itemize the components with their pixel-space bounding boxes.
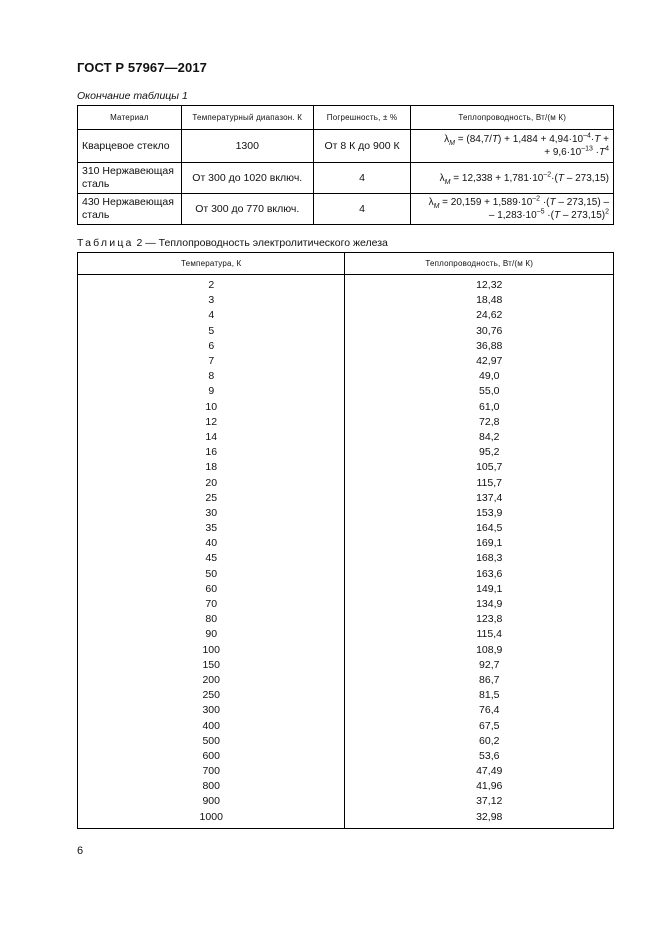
table-row [78,163,614,194]
table-row [78,194,614,225]
table-row [78,130,614,163]
temperature-cell: 40 [78,536,345,551]
conductivity-cell: 12,32 [345,275,614,294]
conductivity-cell: 36,88 [345,339,614,354]
temperature-cell: 10 [78,400,345,415]
temperature-cell: 70 [78,597,345,612]
temperature-cell: 20 [78,475,345,490]
conductivity-cell: 41,96 [345,779,614,794]
table-row [78,658,614,673]
conductivity-cell: 105,7 [345,460,614,475]
temperature-cell: 14 [78,430,345,445]
formula-line: + $9,6\cdot 10^{-13} \cdot T^4$ [544,145,609,158]
table-row [78,567,614,582]
column-header-temperature: Температура, К [78,253,345,275]
temperature-cell: 50 [78,567,345,582]
conductivity-cell: 32,98 [345,810,614,829]
material-cell: 310 Нержавеющая сталь [78,163,182,194]
temperature-cell: 12 [78,415,345,430]
temperature-cell: 300 [78,703,345,718]
range-cell: От 300 до 1020 включ. [181,163,313,194]
table-row [78,627,614,642]
temperature-cell: 8 [78,369,345,384]
table-1 [77,105,614,225]
conductivity-cell: 134,9 [345,597,614,612]
conductivity-cell: 163,6 [345,567,614,582]
column-header-material: Материал [78,106,182,130]
table-row [78,275,614,294]
table-row [78,764,614,779]
table-row [78,475,614,490]
table2-caption-label: Таблица [77,237,134,249]
conductivity-cell: 164,5 [345,521,614,536]
range-cell: 1300 [181,130,313,163]
table-2 [77,252,614,829]
conductivity-cell: 92,7 [345,658,614,673]
formula-line: $\lambda_M = 20,159 + 1,589\cdot 10^{-2} \cdot(T - 273,15)$ – [428,195,609,210]
conductivity-cell: 86,7 [345,673,614,688]
table-row [78,400,614,415]
table-row [78,506,614,521]
column-header-conductivity: Теплопроводность, Вт/(м К) [345,253,614,275]
conductivity-cell: 123,8 [345,612,614,627]
temperature-cell: 600 [78,749,345,764]
temperature-cell: 18 [78,460,345,475]
table-row [78,339,614,354]
table-row [78,324,614,339]
temperature-cell: 30 [78,506,345,521]
error-cell: От 8 К до 900 К [313,130,411,163]
temperature-cell: 25 [78,491,345,506]
table1-continuation-caption: Окончание таблицы 1 [77,90,188,102]
conductivity-cell: 30,76 [345,324,614,339]
temperature-cell: 800 [78,779,345,794]
temperature-cell: 250 [78,688,345,703]
table-row [78,612,614,627]
temperature-cell: 7 [78,354,345,369]
conductivity-cell: 49,0 [345,369,614,384]
table-row [78,445,614,460]
column-header-error: Погрешность, ± % [313,106,411,130]
conductivity-cell: 61,0 [345,400,614,415]
temperature-cell: 150 [78,658,345,673]
table-row [78,779,614,794]
temperature-cell: 900 [78,794,345,809]
formula-cell [411,194,614,225]
document-header: ГОСТ Р 57967—2017 [77,60,207,75]
table-row [78,521,614,536]
conductivity-cell: 149,1 [345,582,614,597]
conductivity-cell: 169,1 [345,536,614,551]
conductivity-cell: 115,4 [345,627,614,642]
temperature-cell: 90 [78,627,345,642]
table-row [78,430,614,445]
conductivity-cell: 76,4 [345,703,614,718]
temperature-cell: 80 [78,612,345,627]
conductivity-cell: 42,97 [345,354,614,369]
table-row [78,718,614,733]
conductivity-cell: 168,3 [345,551,614,566]
table-row [78,749,614,764]
temperature-cell: 35 [78,521,345,536]
error-cell: 4 [313,163,411,194]
table-row [78,688,614,703]
temperature-cell: 500 [78,734,345,749]
temperature-cell: 45 [78,551,345,566]
conductivity-cell: 18,48 [345,293,614,308]
conductivity-cell: 53,6 [345,749,614,764]
table-row [78,582,614,597]
temperature-cell: 200 [78,673,345,688]
formula-line: – $1,283\cdot 10^{-5} \cdot(T - 273,15)^2$ [488,208,609,221]
conductivity-cell: 37,12 [345,794,614,809]
table-row [78,369,614,384]
conductivity-cell: 47,49 [345,764,614,779]
temperature-cell: 700 [78,764,345,779]
temperature-cell: 2 [78,275,345,294]
temperature-cell: 1000 [78,810,345,829]
table-row [78,673,614,688]
conductivity-cell: 115,7 [345,475,614,490]
table-row [78,794,614,809]
table2-caption [77,237,388,249]
table-row [78,643,614,658]
conductivity-cell: 67,5 [345,718,614,733]
table-row [78,536,614,551]
table-row [78,734,614,749]
temperature-cell: 60 [78,582,345,597]
table-row [78,491,614,506]
table-row [78,293,614,308]
conductivity-cell: 81,5 [345,688,614,703]
table-row [78,703,614,718]
material-cell: Кварцевое стекло [78,130,182,163]
temperature-cell: 9 [78,384,345,399]
table-row [78,810,614,829]
page-number: 6 [77,845,84,857]
table-row [78,354,614,369]
conductivity-cell: 95,2 [345,445,614,460]
conductivity-cell: 24,62 [345,308,614,323]
temperature-cell: 6 [78,339,345,354]
table-row [78,384,614,399]
formula-cell [411,130,614,163]
table2-header-row [78,253,614,275]
table-row [78,308,614,323]
conductivity-cell: 60,2 [345,734,614,749]
temperature-cell: 4 [78,308,345,323]
column-header-conductivity: Теплопроводность, Вт/(м К) [411,106,614,130]
temperature-cell: 16 [78,445,345,460]
temperature-cell: 3 [78,293,345,308]
temperature-cell: 100 [78,643,345,658]
conductivity-cell: 72,8 [345,415,614,430]
table-row [78,551,614,566]
conductivity-cell: 55,0 [345,384,614,399]
column-header-temperature-range: Температурный диапазон. К [181,106,313,130]
conductivity-cell: 153,9 [345,506,614,521]
formula-line: $\lambda_M = 12,338 + 1,781\cdot 10^{-2}\cdot(T - 273,15)$ [439,171,609,186]
error-cell: 4 [313,194,411,225]
conductivity-cell: 108,9 [345,643,614,658]
table1-header-row [78,106,614,130]
table-row [78,415,614,430]
table-row [78,460,614,475]
conductivity-cell: 84,2 [345,430,614,445]
table2-caption-title: 2 — Теплопроводность электролитического железа [133,237,388,249]
table-row [78,597,614,612]
conductivity-cell: 137,4 [345,491,614,506]
range-cell: От 300 до 770 включ. [181,194,313,225]
temperature-cell: 400 [78,718,345,733]
material-cell: 430 Нержавеющая сталь [78,194,182,225]
formula-cell [411,163,614,194]
temperature-cell: 5 [78,324,345,339]
formula-line: $\lambda_M = (84,7/T) + 1,484 + 4,94\cdot 10^{-4}\cdot T$ + [444,132,609,147]
